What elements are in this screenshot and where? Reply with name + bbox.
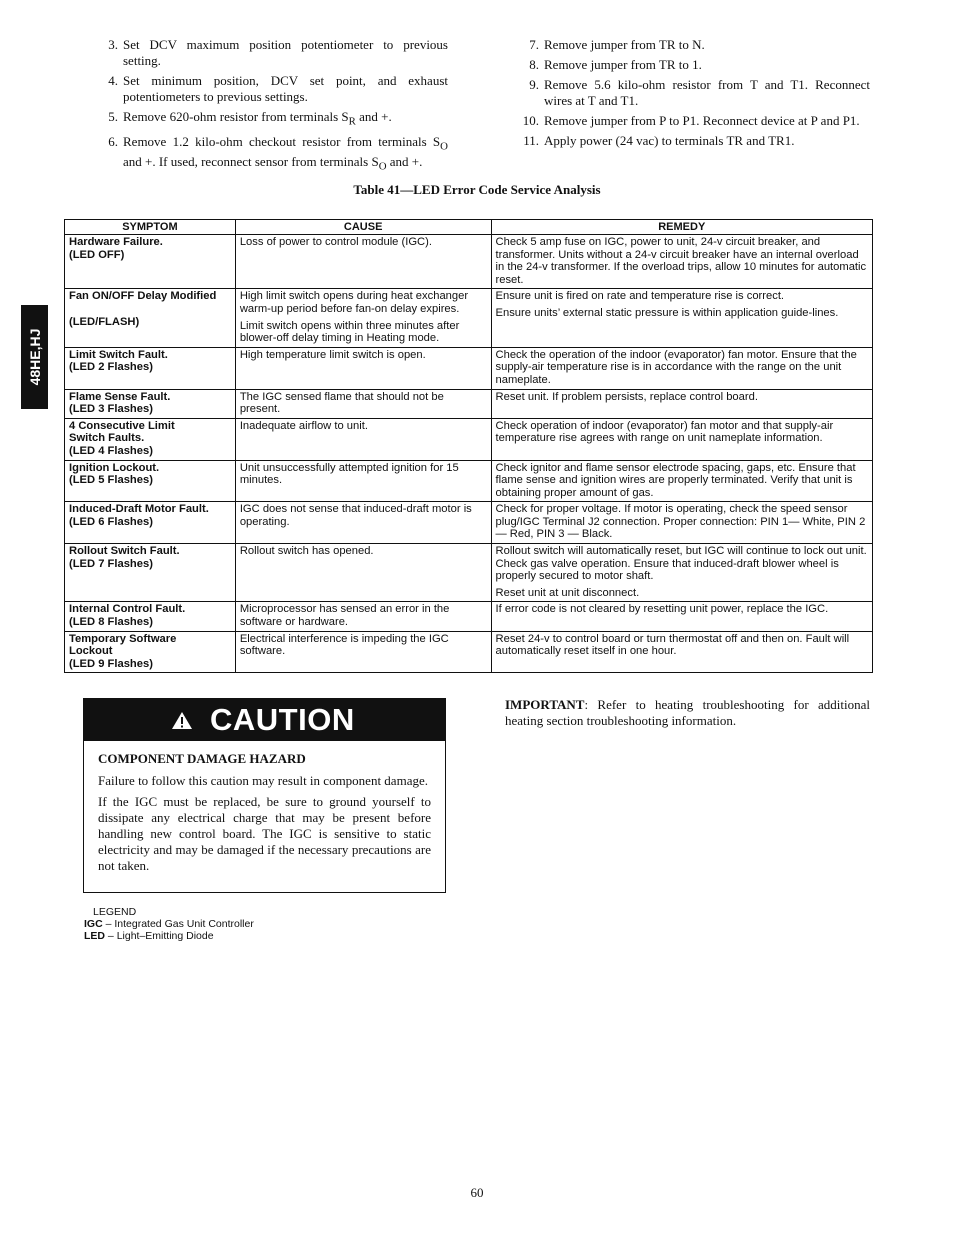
step-item [507, 113, 870, 129]
table-header-row [65, 220, 873, 235]
step-item [507, 133, 870, 149]
legend-items [84, 918, 254, 942]
symptom-cell: 4 Consecutive Limit Switch Faults. (LED 4 Flashes) [65, 418, 236, 460]
remedy-text: Rollout switch will automatically reset, but IGC will continue to lock out unit. Check gas valve operation. Ensure that induced-draft blower wheel is properly secured to motor shaft. [495, 545, 867, 583]
remedy-text: Reset unit. If problem persists, replace control board. [495, 390, 758, 403]
legend-abbr: LED [84, 930, 105, 942]
cause-cell [235, 418, 491, 460]
step-number: 10. [522, 113, 539, 128]
steps-list-right [507, 37, 870, 149]
remedy-cell [491, 389, 872, 418]
cause-cell [235, 235, 491, 289]
cause-text: IGC does not sense that induced-draft motor is operating. [239, 503, 472, 528]
cause-text: Inadequate airflow to unit. [239, 419, 368, 432]
step-text: Remove jumper from TR to N. [544, 37, 705, 52]
step-text: Remove 1.2 kilo-ohm checkout resistor from terminals $S_O$ and +. If used, reconnect sensor from terminals $S_O$ and +. [123, 133, 448, 173]
step-text: Set DCV maximum position potentiometer to previous setting. [123, 37, 448, 68]
cause-cell [235, 502, 491, 544]
step-text: Remove jumper from P to P1. Reconnect device at P and P1. [544, 113, 860, 128]
symptom-cell: Limit Switch Fault. (LED 2 Flashes) [65, 347, 236, 389]
remedy-text: Ensure unit is fired on rate and temperature rise is correct. [495, 290, 785, 303]
legend-sep: – [105, 930, 117, 942]
legend-sep: – [102, 918, 115, 930]
remedy-text: Ensure units’ external static pressure is within application guide-lines. [495, 306, 839, 319]
remedy-text: Check 5 amp fuse on IGC, power to unit, 24-v circuit breaker, and transformer. Units without a 24-v circuit breaker have an internal overload in the 24-v transformer. If the overload trips, allow 10 minutes for automatic reset. [495, 236, 867, 286]
cause-cell [235, 602, 491, 631]
warning-triangle-icon [171, 711, 193, 730]
remedy-text: Check the operation of the indoor (evaporator) fan motor. Ensure that the supply-air temperature rise is in accordance with the range on the unit nameplate. [495, 348, 857, 386]
step-text: Set minimum position, DCV set point, and exhaust potentiometers to previous settings. [123, 73, 448, 104]
remedy-cell [491, 235, 872, 289]
legend-row [84, 930, 254, 942]
table-row [65, 602, 873, 631]
remedy-cell [491, 631, 872, 673]
step-number: 5. [108, 109, 118, 124]
step-number: 6. [108, 133, 118, 149]
caution-paragraph-1: Failure to follow this caution may result in component damage. [98, 773, 428, 788]
table-row [65, 544, 873, 602]
symptom-cell: Fan ON/OFF Delay Modified (LED/FLASH) [65, 289, 236, 347]
cause-cell [235, 289, 491, 347]
step-item [86, 73, 448, 105]
legend-row [84, 918, 254, 930]
important-text: : Refer to heating troubleshooting for additional heating section troubleshooting information. [505, 697, 870, 728]
hazard-title: COMPONENT DAMAGE HAZARD [98, 751, 306, 766]
header-symptom: SYMPTOM [65, 220, 236, 235]
cause-text: High temperature limit switch is open. [239, 348, 426, 361]
legend-definition: Light–Emitting Diode [116, 930, 214, 942]
step-number: 7. [529, 37, 539, 52]
table-row [65, 289, 873, 347]
symptom-cell: Induced-Draft Motor Fault. (LED 6 Flashes) [65, 502, 236, 544]
cause-cell [235, 347, 491, 389]
remedy-text: Reset unit at unit disconnect. [495, 586, 640, 599]
cause-cell [235, 631, 491, 673]
cause-text: High limit switch opens during heat exchanger warm-up period before fan-on delay expires. [239, 290, 469, 315]
cause-text: Limit switch opens within three minutes after blower-off delay timing in Heating mode. [239, 319, 460, 345]
step-number: 11. [523, 133, 539, 148]
cause-cell [235, 389, 491, 418]
important-note [505, 697, 870, 729]
remedy-cell [491, 602, 872, 631]
table-row [65, 347, 873, 389]
cause-cell [235, 460, 491, 502]
table-row [65, 389, 873, 418]
symptom-cell: Rollout Switch Fault. (LED 7 Flashes) [65, 544, 236, 602]
symptom-cell: Temporary Software Lockout (LED 9 Flashes) [65, 631, 236, 673]
remedy-cell [491, 460, 872, 502]
legend-abbr: IGC [84, 918, 103, 930]
caution-box [83, 698, 446, 893]
remedy-text: Check operation of indoor (evaporator) fan motor and that supply-air temperature rise agrees with range on unit nameplate information. [495, 419, 834, 445]
step-number: 9. [529, 77, 539, 92]
remedy-cell [491, 544, 872, 602]
table-row [65, 235, 873, 289]
step-item [507, 57, 870, 73]
legend-definition: Integrated Gas Unit Controller [114, 918, 254, 930]
steps-right-column [507, 37, 870, 153]
table-title: Table 41—LED Error Code Service Analysis [353, 182, 601, 197]
cause-text: Unit unsuccessfully attempted ignition for 15 minutes. [239, 461, 459, 487]
cause-text: Loss of power to control module (IGC). [239, 236, 432, 248]
header-cause: CAUSE [235, 220, 491, 235]
side-tab-label: 48HE,HJ [26, 328, 43, 386]
step-item [86, 109, 448, 130]
symptom-cell: Hardware Failure. (LED OFF) [65, 235, 236, 289]
side-tab [21, 305, 48, 409]
caution-word: CAUTION [210, 702, 355, 737]
remedy-text: Check for proper voltage. If motor is operating, check the speed sensor plug/IGC Terminal J2 connection. Proper connection: PIN 1— White, PIN 2 — Red, PIN 3 — Black. [495, 503, 866, 541]
step-item [507, 77, 870, 109]
step-item [86, 37, 448, 69]
symptom-cell: Flame Sense Fault. (LED 3 Flashes) [65, 389, 236, 418]
symptom-cell: Ignition Lockout. (LED 5 Flashes) [65, 460, 236, 502]
table-row [65, 418, 873, 460]
header-remedy: REMEDY [491, 220, 872, 235]
step-text: Remove 5.6 kilo-ohm resistor from T and T1. Reconnect wires at T and T1. [544, 77, 870, 108]
caution-paragraph-2: If the IGC must be replaced, be sure to ground yourself to dissipate any electrical charge that may be present before handling new control board. The IGC is sensitive to static electricity and may be damaged if the necessary precautions are not taken. [98, 794, 431, 873]
steps-left-column [86, 37, 448, 179]
step-item [86, 134, 448, 175]
table-row [65, 631, 873, 673]
led-error-code-table [64, 219, 873, 673]
remedy-cell [491, 347, 872, 389]
remedy-cell [491, 418, 872, 460]
cause-cell [235, 544, 491, 602]
cause-text: Rollout switch has opened. [239, 545, 374, 558]
step-item [507, 37, 870, 53]
table-row [65, 460, 873, 502]
step-text: Remove 620-ohm resistor from terminals $S_R$ and +. [123, 109, 392, 128]
remedy-text: Check ignitor and flame sensor electrode spacing, gaps, etc. Ensure that flame sense and ignition wires are properly terminated. Verify that unit is obtaining proper amount of gas. [495, 461, 856, 499]
cause-text: The IGC sensed flame that should not be present. [239, 390, 444, 416]
remedy-cell [491, 502, 872, 544]
remedy-text: If error code is not cleared by resetting unit power, replace the IGC. [495, 603, 829, 616]
important-label: IMPORTANT [505, 697, 585, 712]
caution-body [84, 741, 445, 874]
table-row [65, 502, 873, 544]
step-text: Remove jumper from TR to 1. [544, 57, 702, 72]
steps-list-left [86, 37, 448, 175]
remedy-cell [491, 289, 872, 347]
page-number: 60 [470, 1185, 484, 1200]
table-body [65, 235, 873, 673]
step-number: 8. [529, 57, 539, 72]
remedy-text: Reset 24-v to control board or turn thermostat off and then on. Fault will automatically reset itself in one hour. [495, 632, 850, 658]
step-number: 3. [108, 37, 118, 52]
legend-title: LEGEND [93, 906, 137, 918]
step-number: 4. [108, 73, 118, 88]
caution-header [84, 699, 445, 741]
legend [84, 906, 254, 942]
symptom-cell: Internal Control Fault. (LED 8 Flashes) [65, 602, 236, 631]
cause-text: Microprocessor has sensed an error in the software or hardware. [239, 603, 450, 629]
cause-text: Electrical interference is impeding the IGC software. [239, 632, 449, 658]
step-text: Apply power (24 vac) to terminals TR and TR1. [544, 133, 795, 148]
